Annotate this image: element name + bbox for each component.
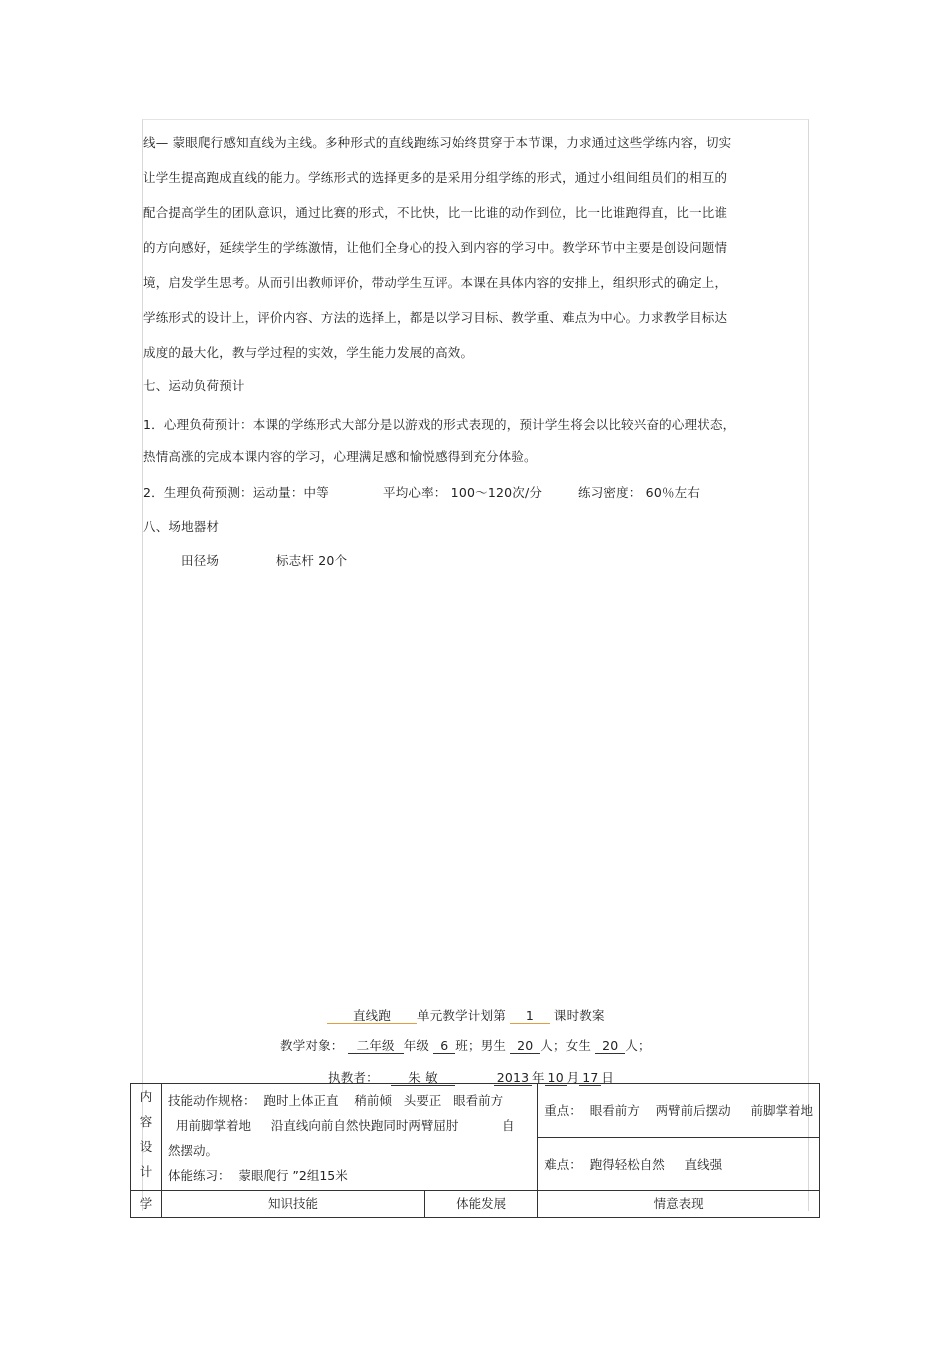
unit-name: 直线跑 <box>327 1008 417 1024</box>
boys-suffix: 人；女生 <box>540 1038 592 1053</box>
section-heading: 八、场地器材 <box>143 519 220 534</box>
day: 17 <box>579 1070 601 1086</box>
month: 10 <box>545 1070 567 1086</box>
header-physical-development: 体能发展 <box>425 1191 538 1218</box>
heart-rate: 平均心率： 100～120次/分 <box>383 485 543 500</box>
lesson-number: 1 <box>510 1008 550 1024</box>
class-number: 6 <box>433 1038 455 1054</box>
paragraph-line: 让学生提高跑成直线的能力。学练形式的选择更多的是采用分组学练的形式，通过小组间组员们的相互的 <box>143 170 728 185</box>
practice-density: 练习密度： 60％左右 <box>578 485 701 500</box>
content-line: 用前脚掌着地 沿直线向前自然快跑同时两臂屈肘 自 <box>168 1118 515 1133</box>
teacher-label: 执教者： <box>328 1070 379 1085</box>
month-suffix: 月 <box>566 1070 580 1085</box>
paragraph-line: 线— 蒙眼爬行感知直线为主线。多种形式的直线跑练习始终贯穿于本节课，力求通过这些学练内容，切实 <box>143 135 732 150</box>
boys-count: 20 <box>510 1038 540 1054</box>
paragraph-line: 境，启发学生思考。从而引出教师评价，带动学生互评。本课在具体内容的安排上，组织形式的确定上， <box>143 275 728 290</box>
grade: 二年级 <box>348 1038 404 1054</box>
study-label: 学 <box>131 1191 162 1218</box>
year: 2013 <box>494 1070 532 1086</box>
venue: 田径场 <box>181 553 220 568</box>
content-line: 体能练习： 蒙眼爬行 ”2组15米 <box>168 1168 348 1183</box>
load-item-1: 1．心理负荷预计：本课的学练形式大部分是以游戏的形式表现的，预计学生将会以比较兴奋的心理状态， <box>143 417 736 432</box>
key-point: 重点： 眼看前方 两臂前后摆动 前脚掌着地 <box>538 1084 820 1138</box>
paragraph-line: 的方向感好，延续学生的学练激情，让他们全身心的投入到内容的学习中。教学环节中主要是创设问题情 <box>143 240 728 255</box>
year-suffix: 年 <box>532 1070 545 1085</box>
title-end: 课时教案 <box>553 1008 605 1023</box>
grade-suffix: 年级 <box>403 1038 430 1053</box>
teaching-target <box>280 1036 651 1054</box>
content-design-label: 内 容 设 计 <box>131 1084 162 1191</box>
lesson-plan-table <box>130 1083 820 1218</box>
paragraph-line: 配合提高学生的团队意识，通过比赛的形式，不比快，比一比谁的动作到位，比一比谁跑得直，比一比谁 <box>143 205 728 220</box>
paragraph-line: 成度的最大化，教与学过程的实效，学生能力发展的高效。 <box>143 345 474 360</box>
plan-title <box>327 1006 605 1024</box>
teacher-name: 朱 敏 <box>391 1070 455 1086</box>
header-knowledge-skill: 知识技能 <box>162 1191 425 1218</box>
paragraph-line: 学练形式的设计上，评价内容、方法的选择上，都是以学习目标、教学重、难点为中心。力求教学目标达 <box>143 310 728 325</box>
day-suffix: 日 <box>601 1070 615 1085</box>
content-design <box>162 1084 538 1191</box>
girls-count: 20 <box>595 1038 625 1054</box>
content-line: 技能动作规格： 跑时上体正直 稍前倾 头要正 眼看前方 <box>168 1093 504 1108</box>
load-item-1-cont: 热情高涨的完成本课内容的学习，心理满足感和愉悦感得到充分体验。 <box>143 449 537 464</box>
girls-suffix: 人； <box>625 1038 651 1053</box>
load-item-2: 2．生理负荷预测：运动量：中等 <box>143 485 329 500</box>
class-suffix: 班；男生 <box>455 1038 507 1053</box>
title-mid: 单元教学计划第 <box>417 1008 506 1023</box>
section-heading: 七、运动负荷预计 <box>143 378 245 393</box>
equipment: 标志杆 20个 <box>276 553 348 568</box>
header-emotion: 情意表现 <box>538 1191 820 1218</box>
difficulty: 难点： 跑得轻松自然 直线强 <box>538 1137 820 1191</box>
content-line: 然摆动。 <box>168 1143 219 1158</box>
target-label: 教学对象： <box>280 1038 344 1053</box>
